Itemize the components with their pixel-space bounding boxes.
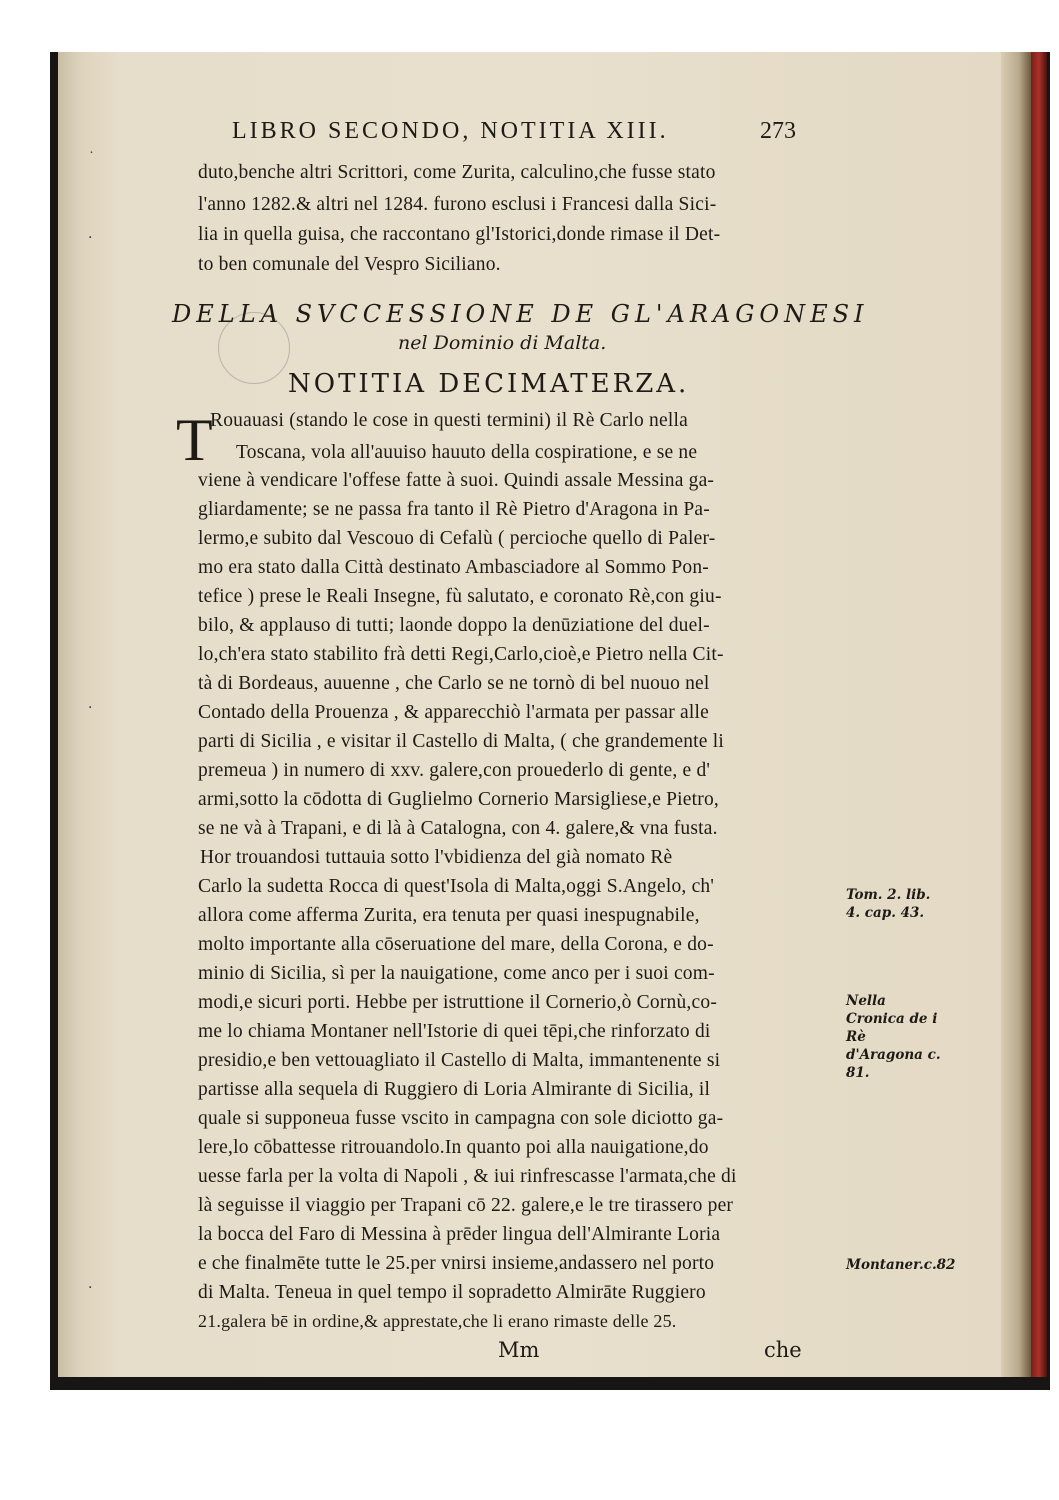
body-line: molto importante alla cōseruatione del mare, della Corona, e do-: [198, 934, 714, 955]
body-line: gliardamente; se ne passa fra tanto il Rè Pietro d'Aragona in Pa-: [198, 499, 710, 520]
body-line: viene à vendicare l'offese fatte à suoi. Quindi assale Messina ga-: [198, 470, 715, 491]
body-line: partisse alla sequela di Ruggiero di Loria Almirante di Sicilia, il: [198, 1079, 711, 1100]
body-line: di Malta. Teneua in quel tempo il sopradetto Almirāte Ruggiero: [198, 1282, 706, 1303]
body-line: la bocca del Faro di Messina à prēder lingua dell'Almirante Loria: [198, 1224, 721, 1245]
body-line: Contado della Prouenza , & apparecchiò l'armata per passar alle: [198, 702, 709, 723]
body-line: e che finalmēte tutte le 25.per vnirsi insieme,andassero nel porto: [198, 1253, 715, 1274]
body-line: tà di Bordeaus, auuenne , che Carlo se ne tornò di bel nuouo nel: [198, 673, 710, 694]
body-line: Rouauasi (stando le cose in questi termini) il Rè Carlo nella: [210, 410, 688, 431]
body-line: 21.galera bē in ordine,& apprestate,che li erano rimaste delle 25.: [198, 1311, 677, 1331]
section-heading: DELLA SVCCESSIONE DE GL'ARAGONESI: [172, 300, 869, 328]
body-line: allora come afferma Zurita, era tenuta per quasi inespugnabile,: [198, 905, 700, 926]
margin-note: Nella Cronica de i Rè d'Aragona c. 81.: [846, 993, 941, 1081]
notitia-title: NOTITIA DECIMATERZA.: [288, 369, 690, 399]
margin-mark: ˙: [88, 150, 95, 166]
page-edge: [1001, 52, 1031, 1377]
intro-line: l'anno 1282.& altri nel 1284. furono esclusi i Francesi dalla Sici-: [198, 194, 717, 215]
margin-mark: ·: [88, 1280, 93, 1296]
body-line: minio di Sicilia, sì per la nauigatione, come anco per i suoi com-: [198, 963, 715, 984]
body-line: premeua ) in numero di xxv. galere,con prouederlo di gente, e d': [198, 760, 711, 781]
body-line: bilo, & applauso di tutti; laonde doppo la denūziatione del duel-: [198, 615, 710, 636]
body-line: modi,e sicuri porti. Hebbe per istruttione il Cornerio,ò Cornù,co-: [198, 992, 718, 1013]
body-line: mo era stato dalla Città destinato Ambasciadore al Sommo Pon-: [198, 557, 709, 578]
margin-note: Tom. 2. lib. 4. cap. 43.: [846, 887, 931, 921]
intro-line: duto,benche altri Scrittori, come Zurita, calculino,che fusse stato: [198, 162, 716, 183]
drop-cap: T: [176, 407, 213, 473]
body-line: lermo,e subito dal Vescouo di Cefalù ( percioche quello di Paler-: [198, 528, 716, 549]
body-line: tefice ) prese le Reali Insegne, fù salutato, e coronato Rè,con giu-: [198, 586, 722, 607]
body-line: quale si supponeua fusse vscito in campagna con sole diciotto ga-: [198, 1108, 724, 1129]
body-line: lo,ch'era stato stabilito frà detti Regi,Carlo,cioè,e Pietro nella Cit-: [198, 644, 724, 665]
body-line: armi,sotto la cōdotta di Guglielmo Cornerio Marsigliese,e Pietro,: [198, 789, 719, 810]
body-line: uesse farla per la volta di Napoli , & iui rinfrescasse l'armata,che di: [198, 1166, 737, 1187]
body-line: se ne và à Trapani, e di là à Catalogna, con 4. galere,& vna fusta.: [198, 818, 718, 839]
catchword: che: [764, 1338, 802, 1362]
body-line: Toscana, vola all'auuiso hauuto della cospiratione, e se ne: [236, 442, 698, 463]
section-subheading: nel Dominio di Malta.: [398, 332, 607, 354]
body-line: là seguisse il viaggio per Trapani cō 22. galere,e le tre tirassero per: [198, 1195, 734, 1216]
body-line: presidio,e ben vettouagliato il Castello di Malta, immantenente si: [198, 1050, 721, 1071]
signature-mark: Mm: [498, 1338, 540, 1362]
margin-mark: ·: [88, 700, 93, 716]
body-line: Carlo la sudetta Rocca di quest'Isola di Malta,oggi S.Angelo, ch': [198, 876, 715, 897]
body-line: Hor trouandosi tuttauia sotto l'vbidienza del già nomato Rè: [200, 847, 673, 868]
margin-mark: ·: [88, 230, 93, 246]
intro-line: lia in quella guisa, che raccontano gl'Istorici,donde rimase il Det-: [198, 224, 721, 245]
page-number: 273: [760, 118, 796, 144]
margin-note: Montaner.c.82: [846, 1257, 956, 1273]
intro-line: to ben comunale del Vespro Siciliano.: [198, 254, 501, 275]
running-title: LIBRO SECONDO, NOTITIA XIII.: [232, 118, 669, 144]
body-line: lere,lo cōbattesse ritrouandolo.In quanto poi alla nauigatione,do: [198, 1137, 709, 1158]
body-line: parti di Sicilia , e visitar il Castello di Malta, ( che grandemente li: [198, 731, 724, 752]
red-book-edge: [1031, 52, 1047, 1377]
body-line: me lo chiama Montaner nell'Istorie di quei tēpi,che rinforzato di: [198, 1021, 711, 1042]
